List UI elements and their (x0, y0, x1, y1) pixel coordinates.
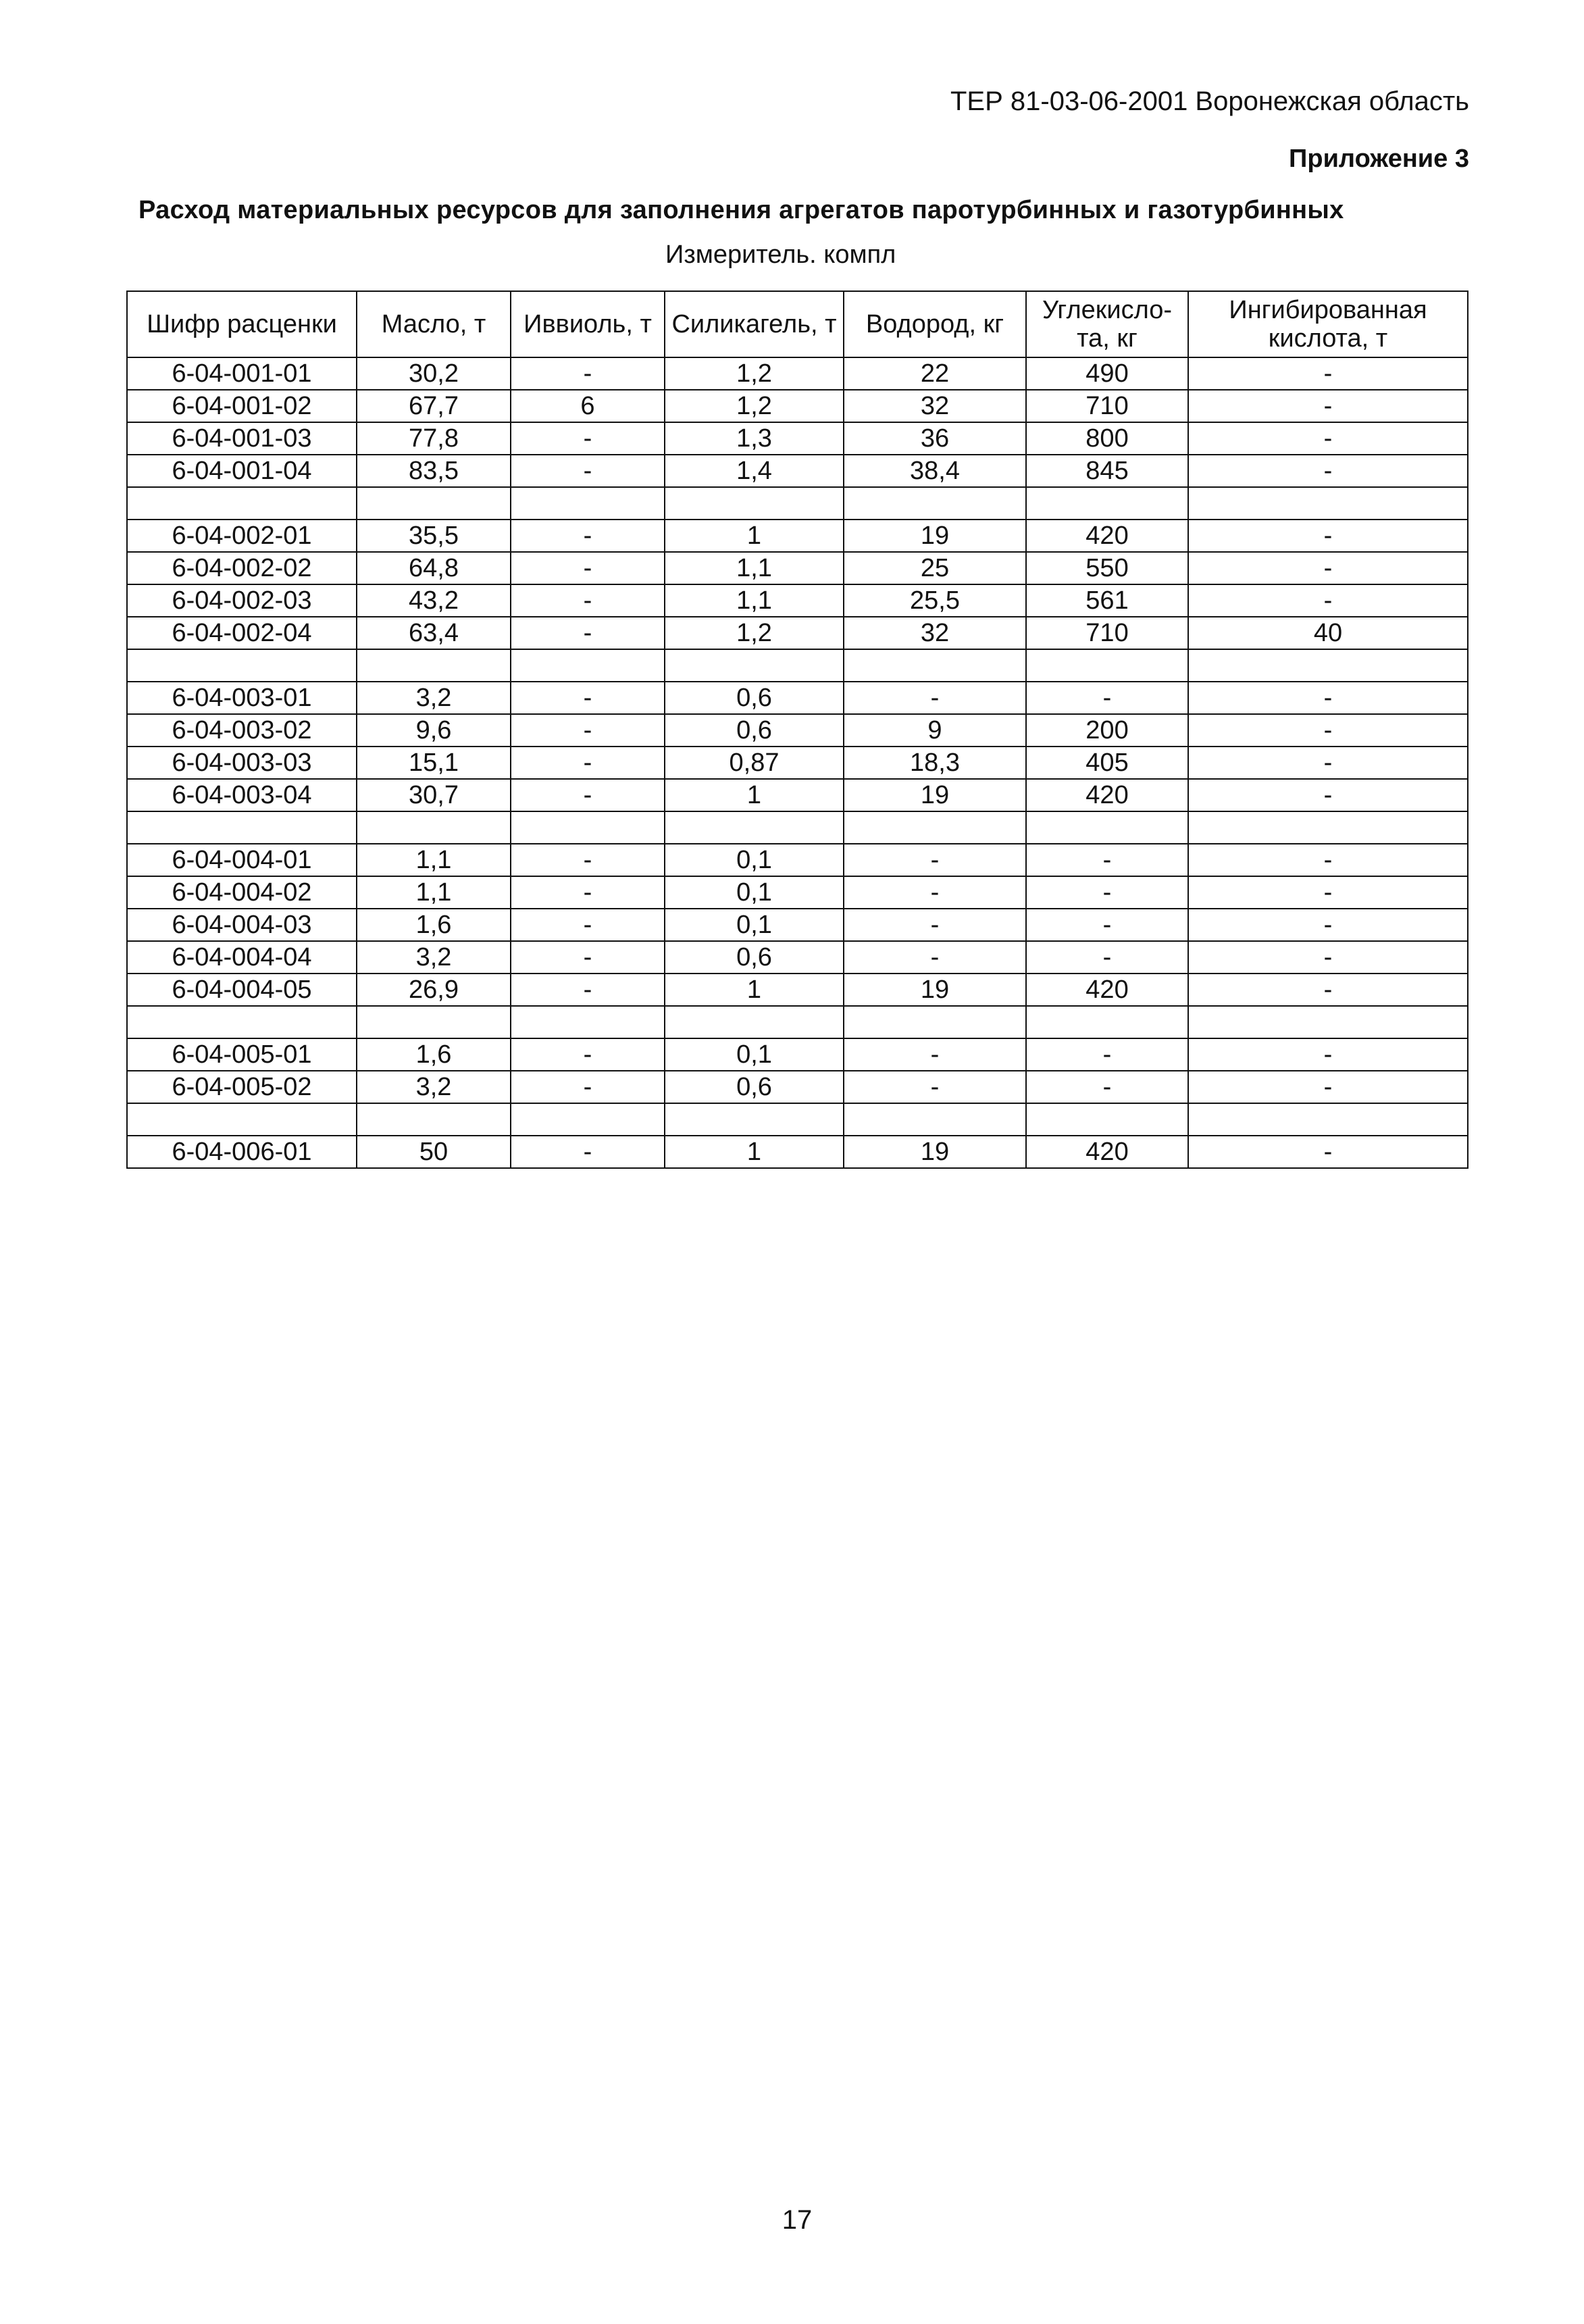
rate-code-cell: 6-04-005-01 (127, 1038, 357, 1071)
table-cell: - (1188, 455, 1468, 487)
column-header: Иввиоль, т (511, 291, 665, 357)
table-cell: 19 (844, 1136, 1026, 1168)
table-cell: - (511, 1136, 665, 1168)
column-header: Масло, т (357, 291, 511, 357)
table-cell (357, 487, 511, 520)
table-row (127, 390, 1468, 422)
table-cell: - (844, 876, 1026, 909)
table-cell (1188, 487, 1468, 520)
table-row (127, 617, 1468, 649)
table-cell: 83,5 (357, 455, 511, 487)
table-cell (1026, 1006, 1188, 1038)
table-cell: 38,4 (844, 455, 1026, 487)
table-cell (1188, 1103, 1468, 1136)
table-body (127, 357, 1468, 1168)
rate-code-cell: 6-04-005-02 (127, 1071, 357, 1103)
table-cell: 1,1 (357, 876, 511, 909)
table-cell: 0,1 (665, 909, 844, 941)
rate-code-cell (127, 1006, 357, 1038)
rate-code-cell: 6-04-003-04 (127, 779, 357, 811)
table-cell: - (1188, 520, 1468, 552)
table-cell: 3,2 (357, 682, 511, 714)
table-cell: 40 (1188, 617, 1468, 649)
table-cell: - (1188, 422, 1468, 455)
table-header-row (127, 291, 1468, 357)
table-cell: 1,4 (665, 455, 844, 487)
table-cell (844, 1103, 1026, 1136)
table-cell (1026, 487, 1188, 520)
table-cell: - (1188, 714, 1468, 747)
table-cell: - (844, 1071, 1026, 1103)
rate-code-cell: 6-04-002-02 (127, 552, 357, 584)
table-cell: 420 (1026, 1136, 1188, 1168)
table-cell: 1 (665, 974, 844, 1006)
table-cell: 0,6 (665, 714, 844, 747)
table-cell (665, 1103, 844, 1136)
table-row (127, 714, 1468, 747)
table-row (127, 682, 1468, 714)
table-cell: 1 (665, 520, 844, 552)
table-cell: 1,2 (665, 357, 844, 390)
table-cell: - (1026, 909, 1188, 941)
table-cell: 0,6 (665, 1071, 844, 1103)
table-cell (665, 1006, 844, 1038)
table-cell: - (1026, 1071, 1188, 1103)
table-cell: 1,1 (665, 552, 844, 584)
table-row (127, 909, 1468, 941)
table-cell: 0,1 (665, 876, 844, 909)
table-spacer-row (127, 1103, 1468, 1136)
table-cell (511, 1103, 665, 1136)
table-cell: - (511, 844, 665, 876)
rate-code-cell (127, 487, 357, 520)
table-row (127, 941, 1468, 974)
table-cell: - (511, 682, 665, 714)
table-cell: 50 (357, 1136, 511, 1168)
table-row (127, 422, 1468, 455)
rate-code-cell: 6-04-004-01 (127, 844, 357, 876)
table-cell: 1,6 (357, 1038, 511, 1071)
table-spacer-row (127, 487, 1468, 520)
table-cell: 561 (1026, 584, 1188, 617)
table-cell: - (1188, 1038, 1468, 1071)
table-cell: - (1188, 552, 1468, 584)
table-cell: - (1188, 779, 1468, 811)
table-row (127, 747, 1468, 779)
table-cell: 405 (1026, 747, 1188, 779)
table-cell: - (511, 422, 665, 455)
table-cell: 30,2 (357, 357, 511, 390)
rate-code-cell: 6-04-002-01 (127, 520, 357, 552)
table-cell: 800 (1026, 422, 1188, 455)
page-number: 17 (782, 2205, 813, 2235)
table-cell: - (1188, 1136, 1468, 1168)
table-cell (511, 649, 665, 682)
table-cell: - (1026, 1038, 1188, 1071)
table-cell: - (511, 747, 665, 779)
table-cell: - (511, 552, 665, 584)
rate-code-cell: 6-04-004-03 (127, 909, 357, 941)
column-header: Водород, кг (844, 291, 1026, 357)
table-cell (511, 487, 665, 520)
column-header: Углекисло-та, кг (1026, 291, 1188, 357)
table-cell: - (1188, 390, 1468, 422)
table-row (127, 974, 1468, 1006)
table-cell: 26,9 (357, 974, 511, 1006)
table-cell: 1,1 (357, 844, 511, 876)
table-cell: 1,3 (665, 422, 844, 455)
table-cell: - (1188, 747, 1468, 779)
table-cell: - (511, 455, 665, 487)
table-cell (357, 811, 511, 844)
table-spacer-row (127, 1006, 1468, 1038)
table-cell: 15,1 (357, 747, 511, 779)
table-cell: - (844, 682, 1026, 714)
rate-code-cell: 6-04-001-01 (127, 357, 357, 390)
table-cell: 35,5 (357, 520, 511, 552)
column-header: Ингибированная кислота, т (1188, 291, 1468, 357)
table-cell: 1 (665, 1136, 844, 1168)
table-cell (1026, 811, 1188, 844)
table-cell (1026, 649, 1188, 682)
appendix-label: Приложение 3 (1289, 145, 1469, 173)
table-cell: - (1188, 1071, 1468, 1103)
table-row (127, 876, 1468, 909)
table-cell: 1 (665, 779, 844, 811)
rate-code-cell: 6-04-001-03 (127, 422, 357, 455)
table-cell (357, 649, 511, 682)
rate-code-cell (127, 1103, 357, 1136)
resources-table (126, 290, 1468, 1169)
table-cell (511, 811, 665, 844)
table-cell (357, 1103, 511, 1136)
table-title: Расход материальных ресурсов для заполнения агрегатов паротурбинных и газотурбинных (138, 196, 1344, 224)
rate-code-cell (127, 811, 357, 844)
table-cell: 1,6 (357, 909, 511, 941)
table-cell: 19 (844, 520, 1026, 552)
table-cell: 1,1 (665, 584, 844, 617)
table-cell: - (844, 941, 1026, 974)
rate-code-cell: 6-04-002-04 (127, 617, 357, 649)
table-cell: 22 (844, 357, 1026, 390)
table-cell: 63,4 (357, 617, 511, 649)
table-cell: 43,2 (357, 584, 511, 617)
rate-code-cell: 6-04-001-04 (127, 455, 357, 487)
table-row (127, 552, 1468, 584)
table-cell (511, 1006, 665, 1038)
table-cell (665, 811, 844, 844)
table-spacer-row (127, 811, 1468, 844)
table-cell: 710 (1026, 390, 1188, 422)
table-cell: 0,1 (665, 1038, 844, 1071)
table-cell: - (511, 584, 665, 617)
table-cell: 9,6 (357, 714, 511, 747)
table-cell: - (511, 974, 665, 1006)
table-cell: 32 (844, 390, 1026, 422)
table-cell: 0,6 (665, 682, 844, 714)
table-cell: - (844, 1038, 1026, 1071)
table-cell: - (1188, 357, 1468, 390)
table-cell: - (1026, 941, 1188, 974)
table-cell (1188, 649, 1468, 682)
table-cell: 3,2 (357, 1071, 511, 1103)
table-cell: 18,3 (844, 747, 1026, 779)
table-cell: 0,6 (665, 941, 844, 974)
table-cell (844, 649, 1026, 682)
table-cell: 845 (1026, 455, 1188, 487)
table-cell: 420 (1026, 779, 1188, 811)
rate-code-cell: 6-04-002-03 (127, 584, 357, 617)
table-row (127, 1038, 1468, 1071)
table-cell: 6 (511, 390, 665, 422)
table-row (127, 779, 1468, 811)
rate-code-cell: 6-04-003-03 (127, 747, 357, 779)
table-cell: - (1188, 876, 1468, 909)
table-cell: 32 (844, 617, 1026, 649)
table-cell: - (1188, 909, 1468, 941)
table-row (127, 1136, 1468, 1168)
table-cell: 710 (1026, 617, 1188, 649)
table-row (127, 1071, 1468, 1103)
column-header: Шифр расценки (127, 291, 357, 357)
table-cell: 0,1 (665, 844, 844, 876)
table-row (127, 455, 1468, 487)
rate-code-cell: 6-04-004-02 (127, 876, 357, 909)
rate-code-cell: 6-04-001-02 (127, 390, 357, 422)
rate-code-cell: 6-04-006-01 (127, 1136, 357, 1168)
table-cell: - (1188, 941, 1468, 974)
table-cell: 0,87 (665, 747, 844, 779)
table-spacer-row (127, 649, 1468, 682)
table-cell: 1,2 (665, 390, 844, 422)
table-cell: - (511, 357, 665, 390)
table-cell (357, 1006, 511, 1038)
table-cell: - (511, 876, 665, 909)
unit-of-measure: Измеритель. компл (665, 241, 896, 269)
table-cell: - (844, 909, 1026, 941)
table-cell (1026, 1103, 1188, 1136)
table-cell: - (511, 714, 665, 747)
document-reference: ТЕР 81-03-06-2001 Воронежская область (950, 86, 1469, 116)
table-cell: 25,5 (844, 584, 1026, 617)
table-row (127, 520, 1468, 552)
table-cell: 420 (1026, 520, 1188, 552)
rate-code-cell: 6-04-003-01 (127, 682, 357, 714)
table-row (127, 844, 1468, 876)
table-cell: 19 (844, 974, 1026, 1006)
rate-code-cell (127, 649, 357, 682)
table-cell: 1,2 (665, 617, 844, 649)
table-cell: - (511, 779, 665, 811)
table-cell: - (511, 617, 665, 649)
table-cell: - (1026, 876, 1188, 909)
table-cell: 64,8 (357, 552, 511, 584)
table-cell: 3,2 (357, 941, 511, 974)
table-cell: - (1188, 844, 1468, 876)
table-cell: 25 (844, 552, 1026, 584)
table-cell (665, 649, 844, 682)
table-cell: - (1026, 682, 1188, 714)
table-cell: 67,7 (357, 390, 511, 422)
table-cell: - (511, 520, 665, 552)
table-cell: 19 (844, 779, 1026, 811)
table-cell (665, 487, 844, 520)
table-cell (844, 1006, 1026, 1038)
table-cell (844, 811, 1026, 844)
table-cell: 490 (1026, 357, 1188, 390)
table-cell: - (1188, 974, 1468, 1006)
table-cell: 9 (844, 714, 1026, 747)
table-cell: 77,8 (357, 422, 511, 455)
table-cell (1188, 811, 1468, 844)
column-header: Силикагель, т (665, 291, 844, 357)
table-cell: 30,7 (357, 779, 511, 811)
table-cell: - (511, 1038, 665, 1071)
table-cell: - (844, 844, 1026, 876)
table-cell: - (511, 909, 665, 941)
table-row (127, 357, 1468, 390)
table-cell: - (1188, 682, 1468, 714)
table-cell: 36 (844, 422, 1026, 455)
table-cell: 550 (1026, 552, 1188, 584)
rate-code-cell: 6-04-004-05 (127, 974, 357, 1006)
rate-code-cell: 6-04-004-04 (127, 941, 357, 974)
table-cell: 200 (1026, 714, 1188, 747)
table-cell: - (1188, 584, 1468, 617)
rate-code-cell: 6-04-003-02 (127, 714, 357, 747)
table-cell: - (511, 1071, 665, 1103)
table-cell: - (1026, 844, 1188, 876)
table-cell: 420 (1026, 974, 1188, 1006)
table-row (127, 584, 1468, 617)
table-cell: - (511, 941, 665, 974)
table-cell (844, 487, 1026, 520)
table-cell (1188, 1006, 1468, 1038)
